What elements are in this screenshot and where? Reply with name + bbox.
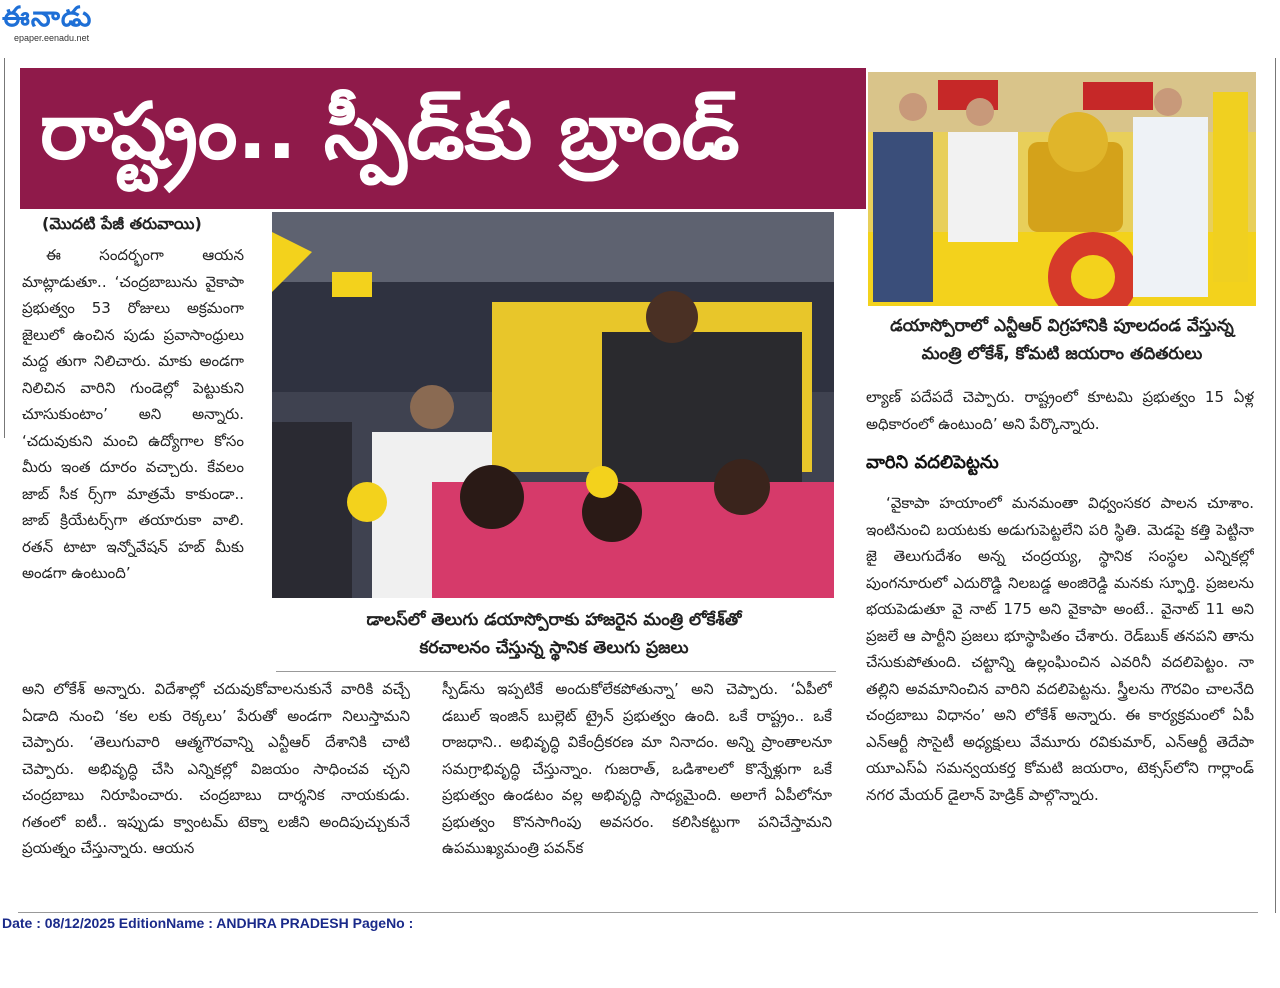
- logo-wordmark: ఈనాడు: [2, 0, 93, 33]
- caption-center-line-2: కరచాలనం చేస్తున్న స్థానిక తెలుగు ప్రజలు: [419, 638, 689, 658]
- caption-right-line-2: మంత్రి లోకేశ్‌, కోమటి జయరాం తదితరులు: [921, 344, 1203, 364]
- caption-center-line-1: డాలస్‌లో తెలుగు డయాస్పోరాకు హాజరైన మంత్రి లోకేశ్‌తో: [366, 610, 742, 630]
- column-1-lower: [22, 676, 410, 896]
- logo-site-url: epaper.eenadu.net: [14, 33, 90, 43]
- caption-center-rule: [276, 671, 836, 672]
- caption-right-photo: [866, 312, 1258, 368]
- photo-dallas-handshake-illustration: [272, 212, 834, 598]
- subheading: వారిని వదలిపెట్టను: [866, 452, 999, 473]
- column-1-upper-text: ఈ సందర్భంగా ఆయన మాట్లాడుతూ.. ‘చంద్రబాబును వైకాపా ప్రభుత్వం 53 రోజులు అక్రమంగా జైలులో ఉంచిన పుడు ప్రవాసాంధ్రులు మద్ద తుగా నిలిచారు. మాకు అండగా నిలిచిన వారిని గుండెల్లో పెట్టుకుని చూసుకుంటాం’ అని అన్నారు. ‘చదువుకుని మంచి ఉద్యోగాల కోసం మీరు ఇంత దూరం వచ్చారు. కేవలం జాబ్‌ సీక ర్స్‌గా మాత్రమే కాకుండా.. జాబ్‌ క్రియేటర్స్‌గా తయారుకా వాలి. రతన్‌ టాటా ఇన్నోవేషన్‌ హబ్‌ మీకు అండగా ఉంటుంది’: [22, 246, 244, 582]
- column-1-lower-text: అని లోకేశ్‌ అన్నారు. విదేశాల్లో చదువుకోవాలనుకునే వారికి వచ్చే ఏడాది నుంచి ‘కల లకు రెక్కలు’ పేరుతో అండగా నిలుస్తామని చెప్పారు. ‘తెలుగువారి ఆత్మగౌరవాన్ని ఎన్టీఆర్‌ దేశానికి చాటి చెప్పారు. అభివృద్ధి చేసి ఎన్నికల్లో విజయం సాధించవ చ్చని చంద్రబాబు నిరూపించారు. చంద్రబాబు దార్శనిక నాయకుడు. గతంలో ఐటీ.. ఇప్పుడు క్వాంటమ్‌ టెక్నా లజీని అందిపుచ్చుకునే ప్రయత్నం చేస్తున్నారు. ఆయన: [22, 680, 410, 857]
- continued-from-front-page: (మొదటి పేజీ తరువాయి): [42, 214, 202, 233]
- column-3-top: [866, 384, 1254, 444]
- column-3-body: [866, 490, 1254, 898]
- column-2-text: స్పీడ్‌ను ఇప్పటికే అందుకోలేకపోతున్నా’ అని చెప్పారు. ‘ఏపీలో డబుల్‌ ఇంజిన్‌ బుల్లెట్‌ ట్రైన్‌ ప్రభుత్వం ఉంది. ఒకే రాష్ట్రం.. ఒకే రాజధాని.. అభివృద్ధి వికేంద్రీకరణ మా నినాదం. అన్ని ప్రాంతాలనూ సమగ్రాభివృద్ధి చేస్తున్నాం. గుజరాత్‌, ఒడిశాలలో కొన్నేళ్లుగా ఒకే ప్రభుత్వం ఉండటం వల్ల అభివృద్ధి సాధ్యమైంది. అలాగే ఏపీలోనూ ప్రభుత్వం కొనసాగింపు అవసరం. కలిసికట్టుగా పనిచేస్తామని ఉపముఖ్యమంత్రి పవన్‌క: [442, 680, 832, 857]
- photo-ntr-statue-garland: [868, 72, 1256, 306]
- column-3-body-text: ‘వైకాపా హయాంలో మనమంతా విధ్వంసకర పాలన చూశాం. ఇంటినుంచి బయటకు అడుగుపెట్టలేని పరి స్థితి. మెడపై కత్తి పెట్టినా జై తెలుగుదేశం అన్న చంద్రయ్య, స్థానిక సంస్థల ఎన్నికల్లో పుంగనూరులో ఎదురొడ్డి నిలబడ్డ అంజిరెడ్డి మనకు స్ఫూర్తి. ప్రజలను భయపెడుతూ వై నాట్‌ 175 అని వైకాపా అంటే.. వైనాట్‌ 11 అని ప్రజలే ఆ పార్టీని ప్రజలు భూస్థాపితం చేశారు. రెడ్‌బుక్‌ తనపని తాను చేసుకుపోతుంది. చట్టాన్ని ఉల్లంఘించిన ఎవరినీ వదలిపెట్టం. నా తల్లిని అవమానించిన వారిని వదలిపెట్టను. స్త్రీలను గౌరవిం చాలనేది చంద్రబాబు విధానం’ అని లోకేశ్‌ అన్నారు. ఈ కార్యక్రమంలో ఏపీ ఎన్‌ఆర్టీ సొసైటీ అధ్యక్షులు వేమూరు రవికుమార్‌, ఎన్‌ఆర్టీ తెదేపా యూఎస్‌ఏ సమన్వయకర్త కోమటి జయరాం, టెక్సస్‌లోని గార్లాండ్‌ నగర మేయర్‌ డైలాన్‌ హెడ్రిక్‌ పాల్గొన్నారు.: [866, 494, 1254, 804]
- edition-footer: Date : 08/12/2025 EditionName : ANDHRA PRADESH PageNo :: [2, 915, 414, 931]
- column-1-upper: [22, 242, 244, 674]
- right-margin-line: [1275, 58, 1276, 913]
- caption-right-line-1: డయాస్పోరాలో ఎన్టీఆర్‌ విగ్రహానికి పూలదండ వేస్తున్న: [890, 316, 1234, 336]
- photo-dallas-handshake: [272, 212, 834, 598]
- column-2: [442, 676, 832, 896]
- newspaper-logo[interactable]: [2, 2, 127, 48]
- headline: రాష్ట్రం.. స్పీడ్‌కు బ్రాండ్‌: [40, 87, 740, 177]
- photo-ntr-statue-garland-illustration: [868, 72, 1256, 306]
- column-3-top-text: ల్యాణ్‌ పదేపదే చెప్పారు. రాష్ట్రంలో కూటమి ప్రభుత్వం 15 ఏళ్ల అధికారంలో ఉంటుంది’ అని పేర్కొన్నారు.: [866, 388, 1254, 433]
- left-margin-line: [4, 58, 5, 438]
- caption-center-photo: [276, 606, 832, 662]
- bottom-rule: [18, 912, 1258, 913]
